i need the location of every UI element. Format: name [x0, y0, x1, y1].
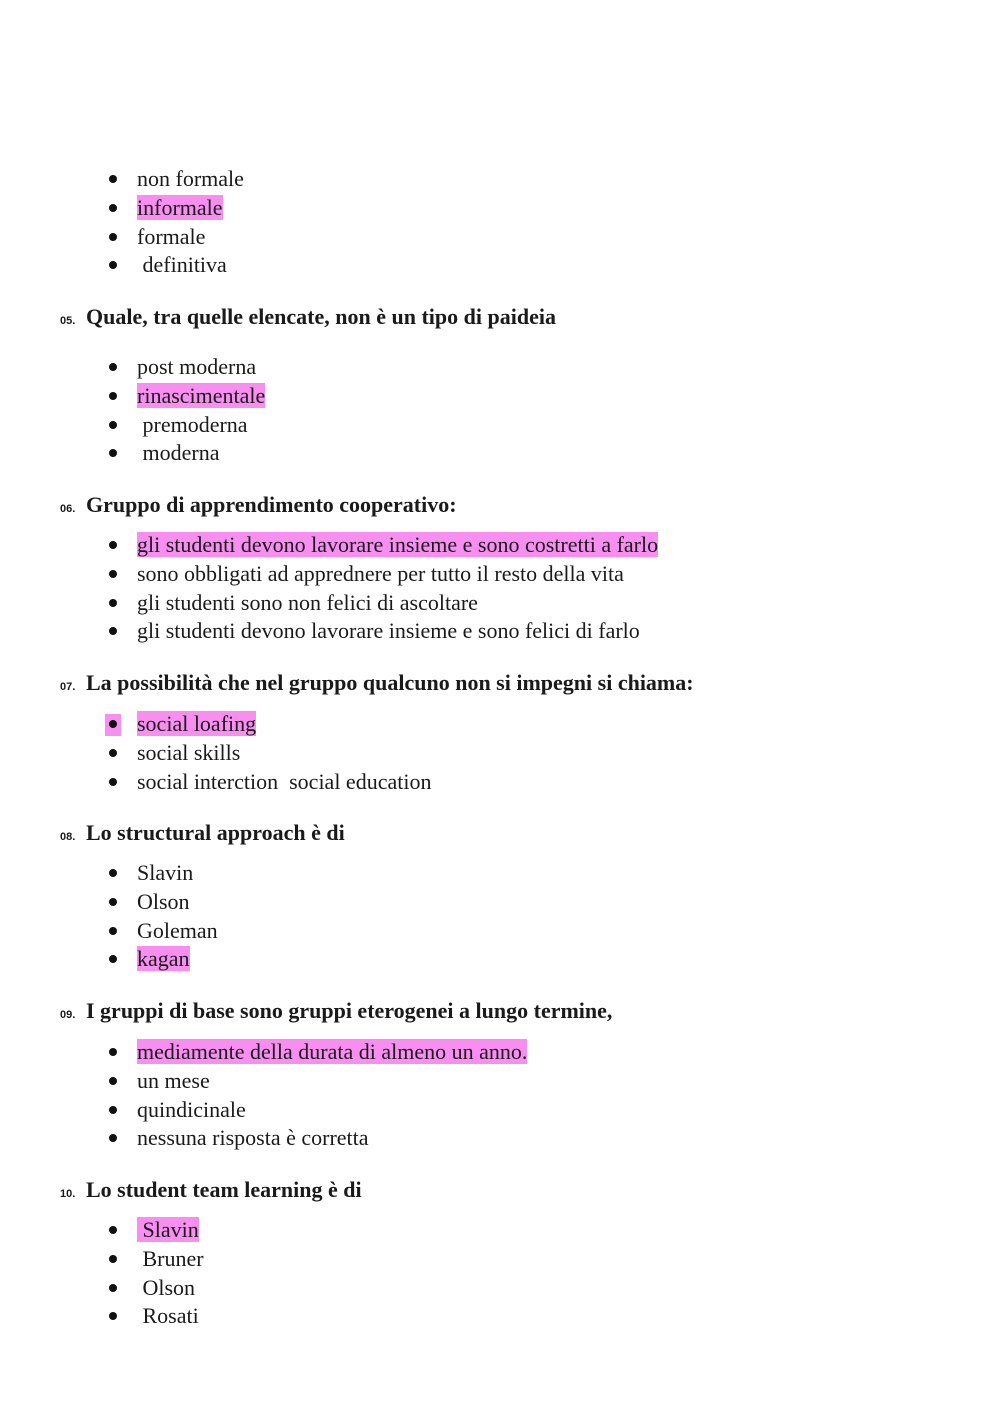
option-text-highlighted: social loafing — [137, 711, 257, 736]
option-text: quindicinale — [137, 1096, 246, 1122]
question-text: Lo student team learning è di — [86, 1177, 362, 1202]
option-item — [105, 888, 218, 917]
option-text: Olson — [137, 888, 190, 914]
question-text: I gruppi di base sono gruppi eterogenei a lungo termine, — [86, 998, 613, 1023]
bullet-icon — [105, 1245, 121, 1274]
option-text-highlighted: Slavin — [137, 1217, 199, 1242]
question-number: 08. — [60, 831, 76, 843]
option-text: Olson — [137, 1274, 196, 1300]
bullet-icon — [105, 768, 121, 797]
bullet-icon — [105, 251, 121, 280]
option-text: nessuna risposta è corretta — [137, 1125, 369, 1151]
bullet-icon — [105, 223, 121, 252]
bullet-icon — [105, 1302, 121, 1331]
option-item — [105, 589, 658, 618]
bullet-icon — [105, 589, 121, 618]
option-item — [105, 739, 431, 768]
option-text: post moderna — [137, 354, 257, 379]
bullet-icon — [105, 353, 121, 382]
bullet-icon — [105, 1096, 121, 1125]
question-number: 07. — [60, 681, 76, 693]
option-item — [105, 1274, 204, 1303]
option-item — [105, 531, 658, 560]
question-number: 09. — [60, 1009, 76, 1021]
option-item — [105, 353, 265, 382]
bullet-icon-highlighted — [105, 714, 121, 736]
question-text: La possibilità che nel gruppo qualcuno non si impegni si chiama: — [86, 670, 694, 695]
question-heading — [60, 818, 345, 848]
option-list — [105, 710, 431, 796]
option-item — [105, 1216, 204, 1245]
option-text: formale — [137, 223, 206, 249]
bullet-icon — [105, 165, 121, 194]
question-number: 06. — [60, 503, 76, 515]
question-number: 10. — [60, 1188, 76, 1200]
option-item — [105, 560, 658, 589]
option-item — [105, 1096, 527, 1125]
option-list — [105, 859, 218, 974]
option-item — [105, 411, 265, 440]
option-item — [105, 859, 218, 888]
bullet-icon — [105, 739, 121, 768]
option-item — [105, 382, 265, 411]
option-list — [105, 531, 658, 646]
bullet-icon — [105, 560, 121, 589]
question-text: Gruppo di apprendimento cooperativo: — [86, 492, 457, 517]
question-number: 05. — [60, 315, 76, 327]
bullet-icon — [105, 859, 121, 888]
option-item — [105, 917, 218, 946]
bullet-icon — [105, 411, 121, 440]
option-text: gli studenti devono lavorare insieme e sono felici di farlo — [137, 618, 640, 644]
bullet-icon — [105, 617, 121, 646]
option-item — [105, 194, 244, 223]
bullet-icon — [105, 1274, 121, 1303]
option-item — [105, 1038, 527, 1067]
question-text: Quale, tra quelle elencate, non è un tipo di paideia — [86, 304, 556, 329]
bullet-icon — [105, 1216, 121, 1245]
question-text: Lo structural approach è di — [86, 820, 345, 845]
option-item — [105, 1302, 204, 1331]
option-item — [105, 945, 218, 974]
option-list — [105, 1216, 204, 1331]
bullet-icon — [105, 1124, 121, 1153]
bullet-icon — [105, 1067, 121, 1096]
option-text: Slavin — [137, 860, 194, 885]
option-text: sono obbligati ad apprednere per tutto il resto della vita — [137, 560, 624, 586]
option-item — [105, 439, 265, 468]
option-item — [105, 165, 244, 194]
option-item — [105, 617, 658, 646]
option-text: Rosati — [137, 1303, 199, 1329]
question-heading — [60, 302, 556, 332]
option-text: gli studenti sono non felici di ascoltare — [137, 589, 478, 615]
bullet-icon — [105, 1038, 121, 1067]
option-list — [105, 165, 244, 280]
option-text: definitiva — [137, 252, 227, 278]
bullet-icon — [105, 194, 121, 223]
option-text: Bruner — [137, 1245, 204, 1271]
option-text: un mese — [137, 1067, 210, 1093]
bullet-icon — [105, 439, 121, 468]
option-item — [105, 251, 244, 280]
question-heading — [60, 1175, 362, 1205]
option-text-highlighted: mediamente della durata di almeno un anno. — [137, 1039, 528, 1064]
question-heading — [60, 490, 457, 520]
bullet-icon — [105, 917, 121, 946]
option-text: moderna — [137, 440, 220, 466]
option-item — [105, 1124, 527, 1153]
option-item — [105, 1245, 204, 1274]
option-text-highlighted: kagan — [137, 946, 190, 972]
option-text: Goleman — [137, 917, 218, 943]
bullet-icon — [105, 888, 121, 917]
option-text-highlighted: gli studenti devono lavorare insieme e sono costretti a farlo — [137, 532, 659, 557]
option-text: non formale — [137, 166, 244, 191]
option-item — [105, 1067, 527, 1096]
bullet-icon — [105, 531, 121, 560]
option-text-highlighted: informale — [137, 194, 223, 220]
bullet-icon — [105, 382, 121, 411]
option-list — [105, 1038, 527, 1153]
question-heading — [60, 668, 694, 698]
option-item — [105, 710, 431, 739]
option-item — [105, 768, 431, 797]
option-list — [105, 353, 265, 468]
option-text-highlighted: rinascimentale — [137, 382, 266, 408]
option-text: social skills — [137, 739, 241, 765]
option-item — [105, 223, 244, 252]
option-text: social interction social education — [137, 768, 432, 794]
bullet-icon — [105, 945, 121, 974]
option-text: premoderna — [137, 411, 248, 437]
question-heading — [60, 996, 612, 1026]
